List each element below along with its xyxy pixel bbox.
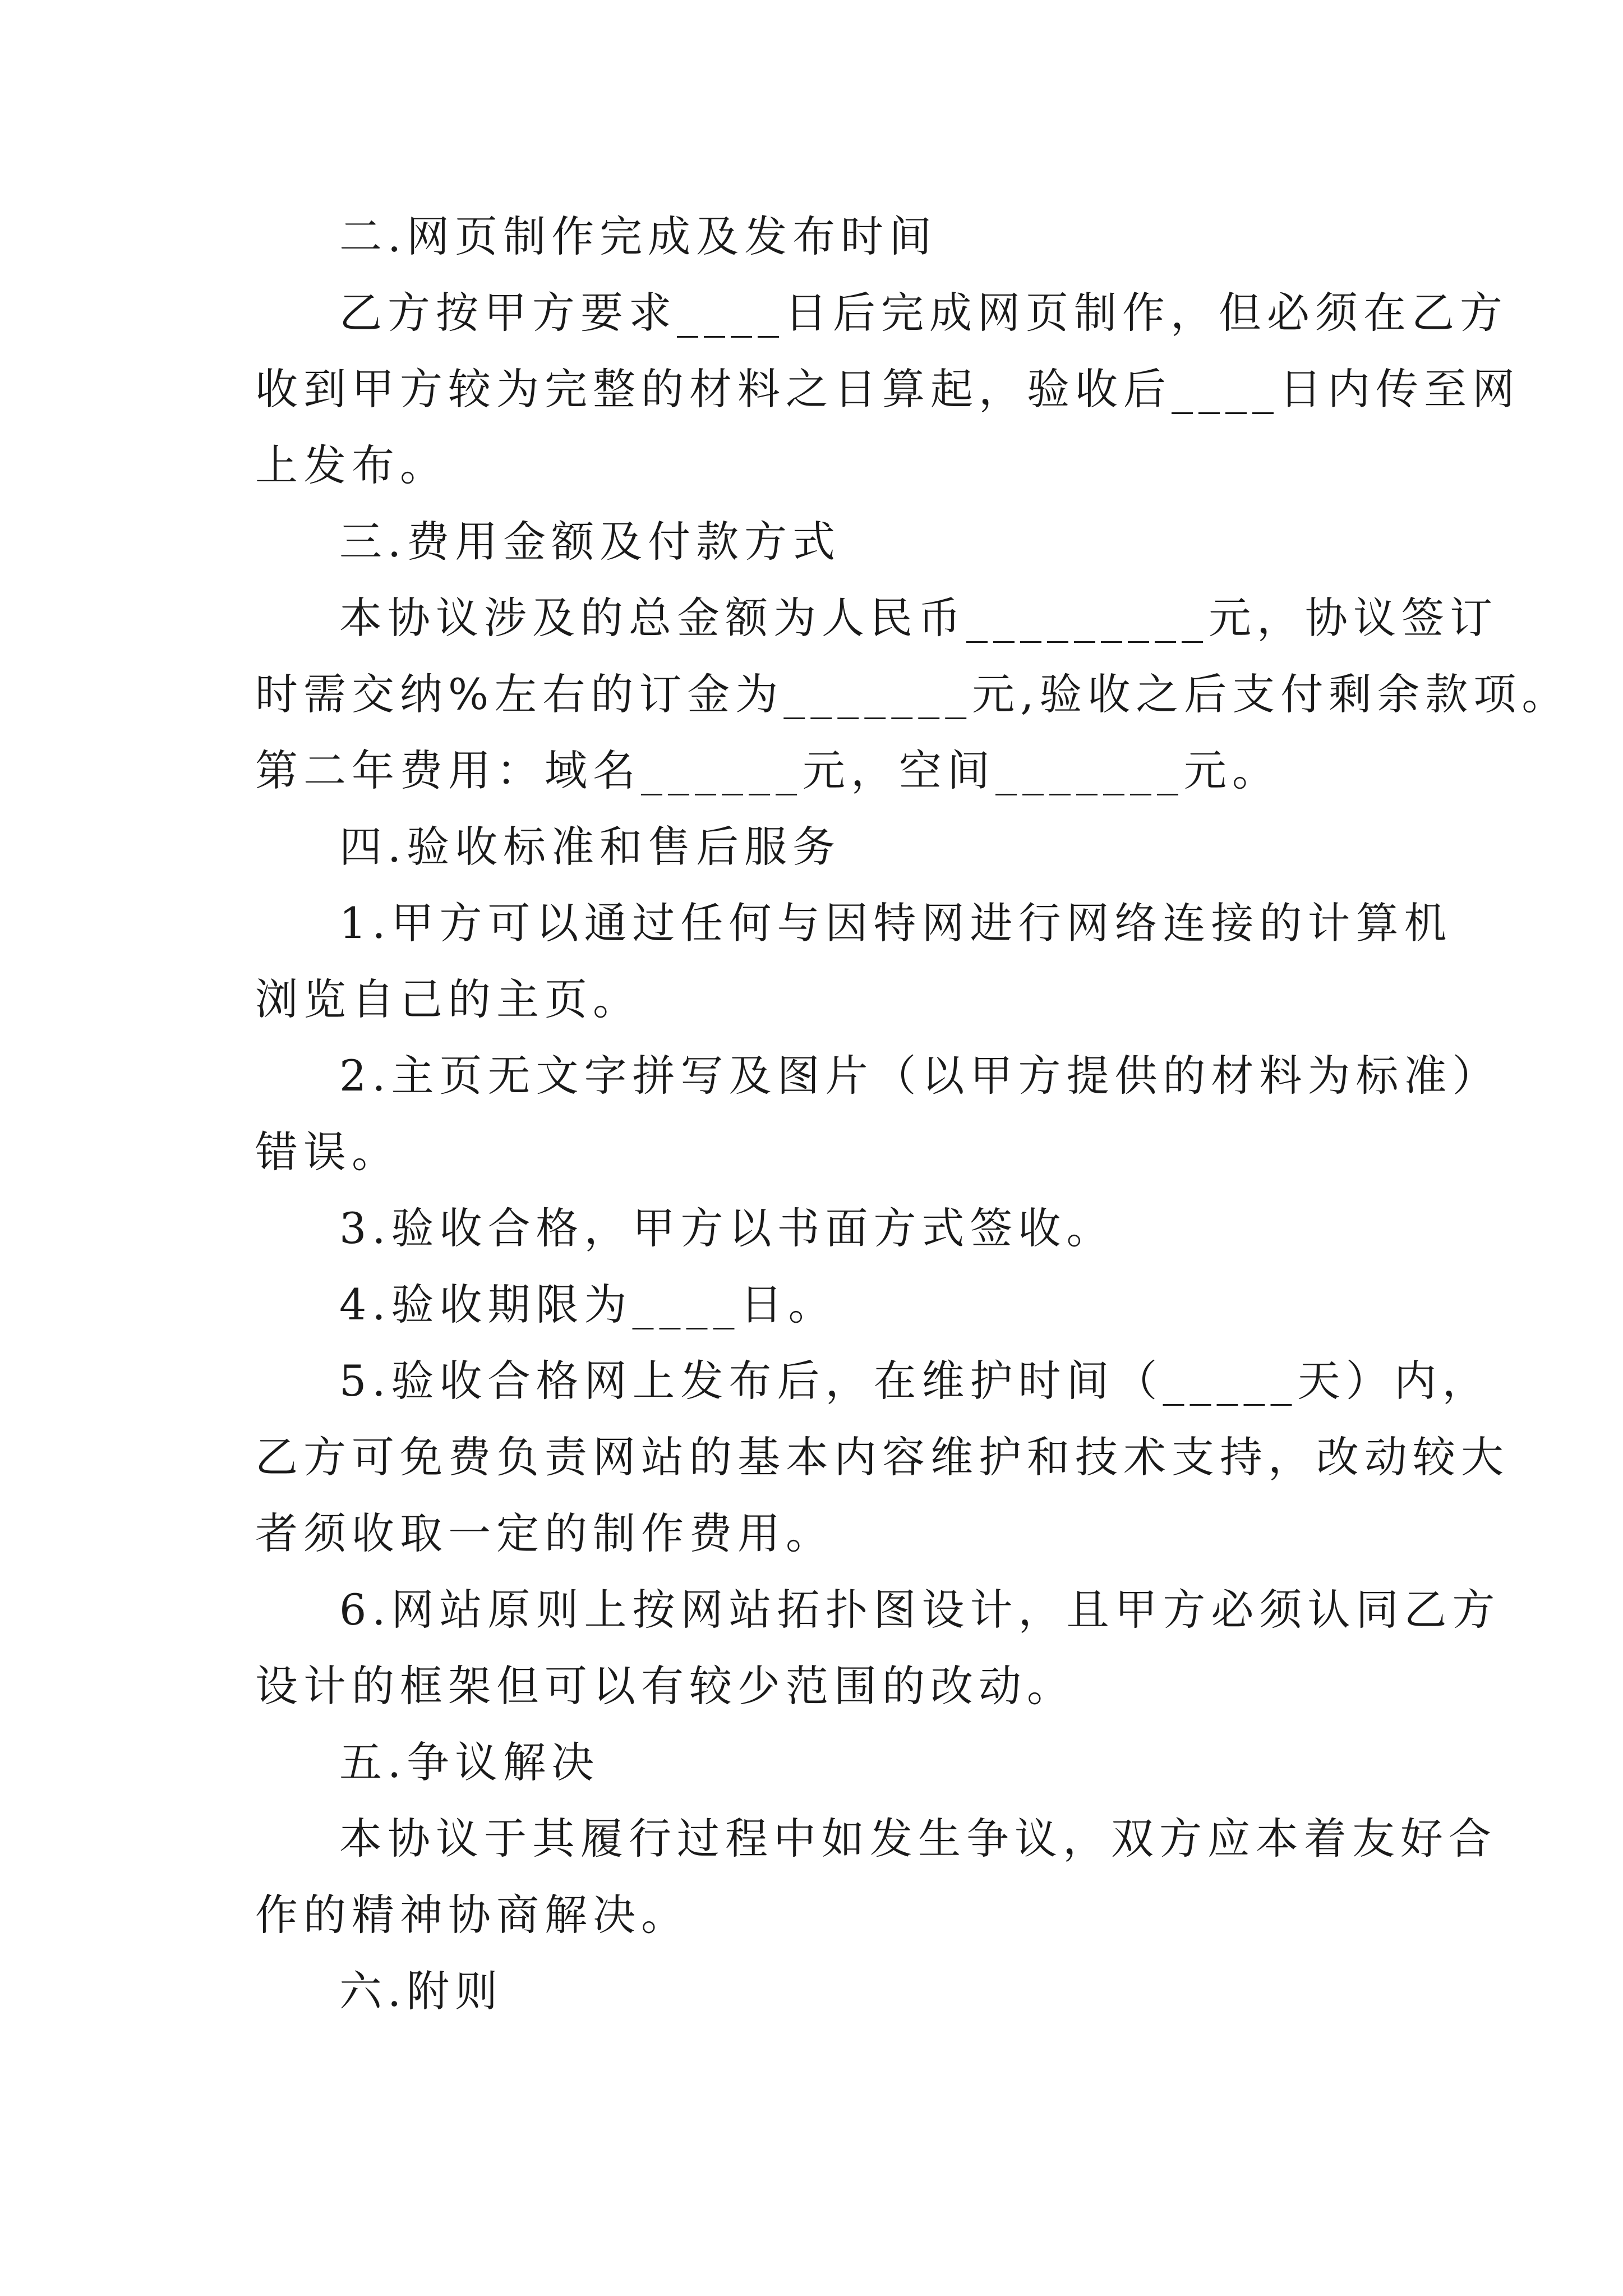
paragraph-line: 乙方按甲方要求____日后完成网页制作，但必须在乙方 [339, 288, 1508, 338]
section-heading-3: 三.费用金额及付款方式 [339, 517, 841, 567]
paragraph-line: 作的精神协商解决。 [255, 1890, 689, 1940]
section-heading-4: 四.验收标准和售后服务 [339, 822, 841, 872]
section-heading-2: 二.网页制作完成及发布时间 [339, 211, 938, 261]
list-item: 5.验收合格网上发布后，在维护时间（_____天）内， [339, 1356, 1491, 1406]
section-heading-5: 五.争议解决 [339, 1737, 600, 1787]
paragraph-line: 第二年费用：域名______元，空间_______元。 [255, 746, 1280, 795]
section-heading-6: 六.附则 [339, 1966, 504, 2016]
paragraph-line: 本协议于其履行过程中如发生争议，双方应本着友好合 [339, 1814, 1497, 1864]
paragraph-line: 本协议涉及的总金额为人民币_________元，协议签订 [339, 593, 1498, 643]
paragraph-line: 收到甲方较为完整的材料之日算起，验收后____日内传至网 [255, 364, 1520, 414]
list-item-continuation: 乙方可免费负责网站的基本内容维护和技术支持，改动较大 [255, 1432, 1509, 1482]
list-item-continuation: 者须收取一定的制作费用。 [255, 1508, 834, 1558]
list-item: 6.网站原则上按网站拓扑图设计，且甲方必须认同乙方 [339, 1585, 1501, 1635]
list-item: 1.甲方可以通过任何与因特网进行网络连接的计算机 [339, 898, 1453, 948]
list-item: 2.主页无文字拼写及图片（以甲方提供的材料为标准） [339, 1051, 1501, 1101]
paragraph-line: 上发布。 [255, 440, 448, 490]
paragraph-line: 时需交纳%左右的订金为_______元,验收之后支付剩余款项。 [255, 669, 1570, 719]
list-item-continuation: 浏览自己的主页。 [255, 974, 641, 1024]
list-item-continuation: 错误。 [255, 1127, 400, 1177]
list-item-continuation: 设计的框架但可以有较少范围的改动。 [255, 1661, 1075, 1711]
list-item: 4.验收期限为____日。 [339, 1280, 837, 1329]
list-item: 3.验收合格，甲方以书面方式签收。 [339, 1203, 1115, 1253]
